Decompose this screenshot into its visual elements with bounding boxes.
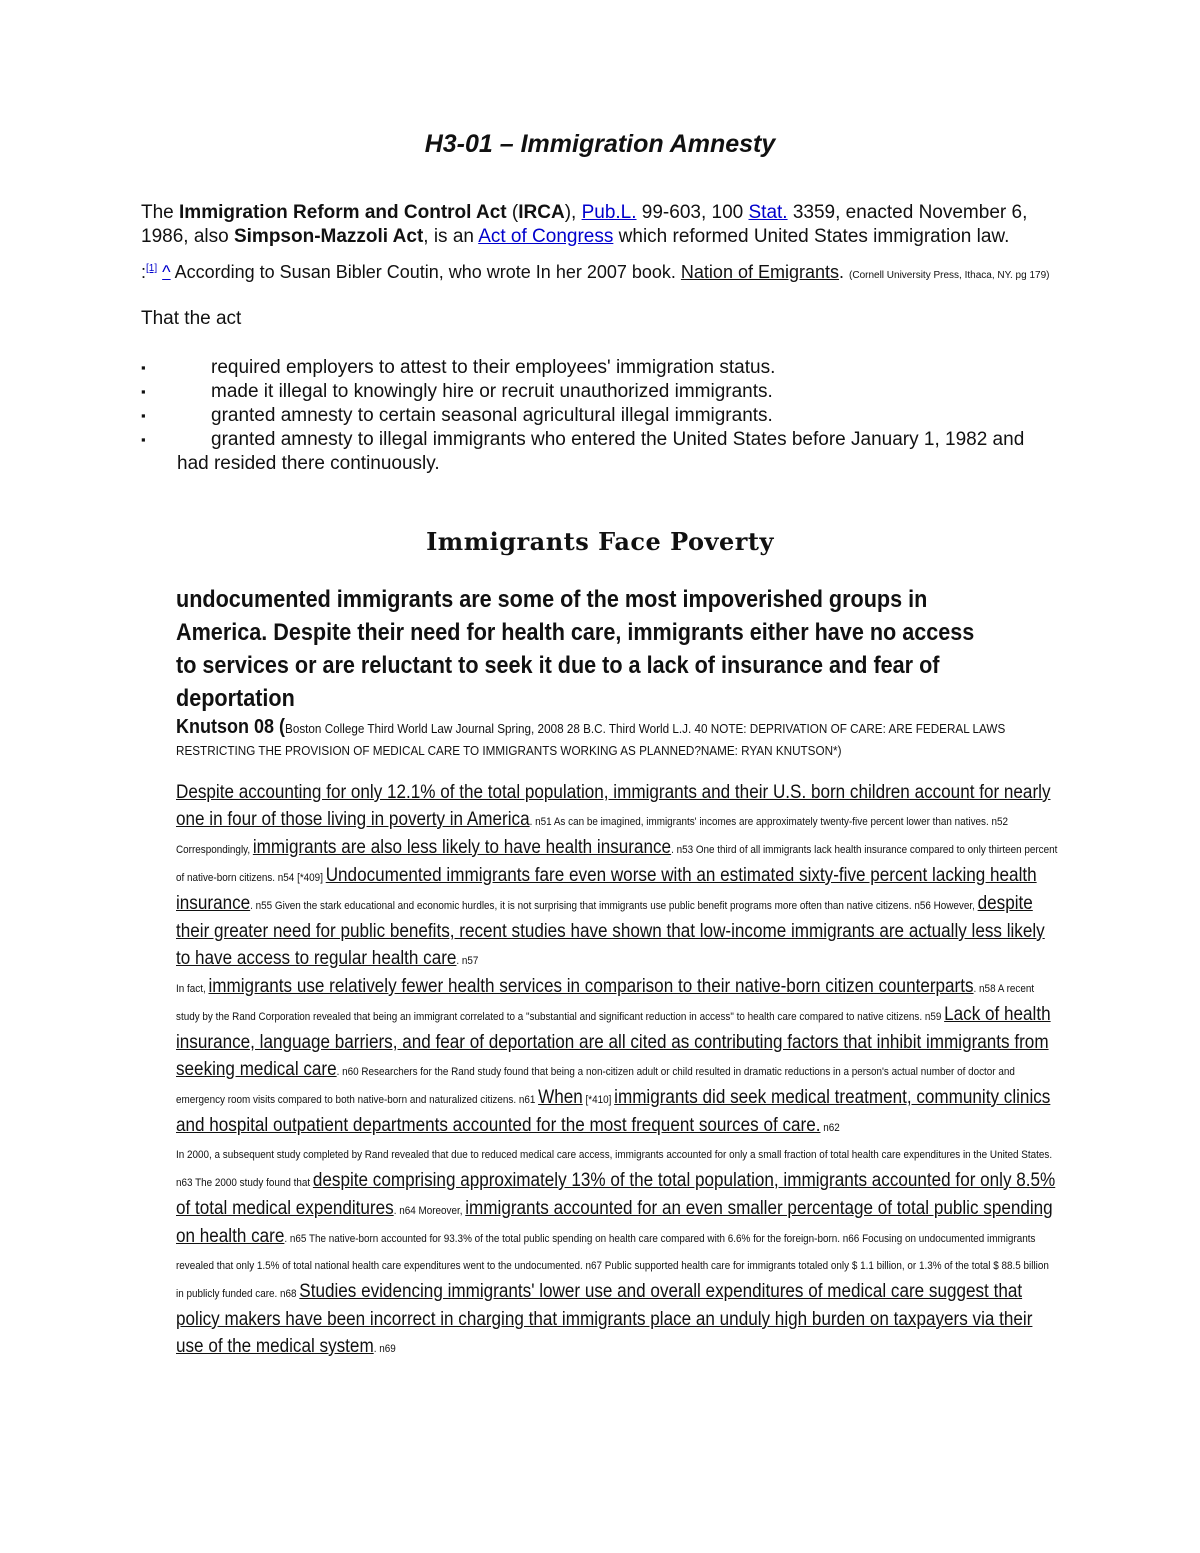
underlined-evidence: immigrants did seek medical treatment, community clinics and hospital outpatient departments accounted for the most frequent sources of care.	[176, 1087, 1051, 1136]
list-item-text: granted amnesty to certain seasonal agricultural illegal immigrants.	[211, 405, 773, 426]
evidence-text: [*410]	[582, 1094, 615, 1106]
act-name: Immigration Reform and Control Act	[179, 202, 507, 223]
underlined-evidence: despite comprising approximately 13% of the total population, immigrants accounted for only 8.5% of total medical expenditures	[176, 1170, 1056, 1219]
card-citation	[176, 716, 1076, 762]
evidence-paragraph-3	[176, 1141, 1058, 1362]
intro-text: The	[141, 202, 180, 223]
intro-text: , is an	[423, 226, 479, 247]
evidence-text: n62	[820, 1122, 840, 1134]
citation-text: .	[839, 262, 850, 282]
act-of-congress-link[interactable]: Act of Congress	[478, 226, 614, 247]
author-name: Knutson 08 (	[176, 716, 286, 738]
bullet-icon: ▪	[141, 408, 146, 423]
evidence-text: . n60 Researchers for the Rand study found that being a non-citizen adult or child resulted in dramatic reductions in a person's actual number of doctor and emergency room visits compared to both native-born and naturalized citizens. n61	[176, 1066, 1015, 1106]
citation-paragraph	[141, 258, 1071, 287]
evidence-text: . n53 One third of all immigrants lack health insurance compared to only thirteen percent of native-born citizens. n54 [*409]	[176, 844, 1058, 884]
underlined-evidence: Lack of health insurance, language barriers, and fear of deportation are all cited as contributing factors that inhibit immigrants from seeking medical care	[176, 1004, 1051, 1080]
list-item-text: required employers to attest to their employees' immigration status.	[211, 357, 776, 378]
evidence-text: . n69	[373, 1343, 396, 1355]
evidence-text: . n55 Given the stark educational and economic hurdles, it is not surprising that immigrants use public benefit programs more often than native citizens. n56 However,	[250, 900, 978, 912]
intro-text: ),	[564, 202, 582, 223]
list-item	[141, 428, 1061, 476]
underlined-evidence: immigrants accounted for an even smaller percentage of total public spending on health care	[176, 1198, 1053, 1247]
act-provisions-list	[141, 356, 1061, 476]
list-intro: That the act	[141, 308, 242, 329]
underlined-evidence: immigrants use relatively fewer health services in comparison to their native-born citizen counterparts	[208, 976, 974, 997]
book-title: Nation of Emigrants	[680, 262, 839, 282]
caret-link[interactable]: ^	[162, 262, 171, 282]
evidence-text: In fact,	[176, 983, 209, 995]
intro-text: (	[506, 202, 519, 223]
bullet-icon: ▪	[141, 384, 146, 399]
evidence-text: . n51 As can be imagined, immigrants' incomes are approximately twenty-five percent lower than natives. n52 Correspondingly,	[176, 816, 1009, 856]
underlined-evidence: Studies evidencing immigrants' lower use and overall expenditures of medical care suggest that policy makers have been incorrect in charging that immigrants place an unduly high burden on taxpayers via their use of the medical system	[176, 1281, 1033, 1357]
bullet-icon: ▪	[141, 360, 146, 375]
card-tag: undocumented immigrants are some of the most impoverished groups in America. Despite their need for health care, immigrants either have no access to services or are reluctant to seek it due to a lack of insurance and fear of deportation	[176, 586, 975, 712]
evidence-text: . n65 The native-born accounted for 93.3% of the total public spending on health care compared with 6.6% for the foreign-born. n66 Focusing on undocumented immigrants revealed that only 1.5% of total national health care expenditures went to the undocumented. n67 Public supported health care for immigrants totaled only $ 1.1 billion, or 1.3% of the total $ 88.5 billion in publicly funded care. n68	[176, 1233, 1049, 1300]
list-item-text: granted amnesty to illegal immigrants who entered the United States before January 1, 1982 and had resided there continuously.	[177, 429, 1025, 474]
underlined-evidence: Despite accounting for only 12.1% of the total population, immigrants and their U.S. born children account for nearly one in four of those living in poverty in America	[176, 782, 1051, 830]
act-acronym: IRCA	[518, 202, 565, 223]
act-alt-name: Simpson-Mazzoli Act	[233, 226, 424, 247]
intro-text: 3359, enacted November 6, 1986, also	[141, 202, 1028, 247]
citation-text: According to Susan Bibler Coutin, who wrote In her 2007 book.	[170, 262, 681, 282]
evidence-paragraph-1	[176, 780, 1058, 974]
underlined-evidence: despite their greater need for public benefits, recent studies have shown that low-income immigrants are actually less likely to have access to regular health care	[176, 893, 1045, 969]
page-title: H3-01 – Immigration Amnesty	[424, 130, 776, 158]
bullet-icon: ▪	[141, 432, 146, 447]
evidence-text: In 2000, a subsequent study completed by Rand revealed that due to reduced medical care access, immigrants accounted for only a small fraction of total health care expenditures in the United States. n63 The 2000 study found that	[176, 1149, 1053, 1189]
list-item	[141, 404, 1061, 428]
reference-link[interactable]: [1]	[146, 263, 158, 274]
card-evidence	[176, 780, 1058, 1362]
source-details: Boston College Third World Law Journal Spring, 2008 28 B.C. Third World L.J. 40 NOTE: DEPRIVATION OF CARE: ARE FEDERAL LAWS RESTRICTING THE PROVISION OF MEDICAL CARE TO IMMIGRANTS WORKING AS PLANNED?NAME: RYAN KNUTSON*)	[176, 721, 1006, 758]
evidence-text: . n58 A recent study by the Rand Corporation revealed that being an immigrant correlated to a "substantial and significant reduction in access" to health care compared to native citizens. n59	[176, 983, 1035, 1023]
evidence-text: . n64 Moreover,	[393, 1205, 466, 1217]
citation-details: (Cornell University Press, Ithaca, NY. pg 179)	[849, 270, 1050, 281]
underlined-evidence: immigrants are also less likely to have health insurance	[252, 837, 672, 858]
section-heading: Immigrants Face Poverty	[426, 527, 774, 556]
intro-text: 99-603, 100	[636, 202, 749, 223]
citation-prefix: :	[141, 262, 147, 282]
pub-l-link[interactable]: Pub.L.	[581, 202, 637, 223]
underlined-evidence: When	[538, 1087, 583, 1108]
underlined-evidence: Undocumented immigrants fare even worse with an estimated sixty-five percent lacking health insurance	[176, 865, 1037, 914]
evidence-paragraph-2	[176, 974, 1058, 1141]
stat-link[interactable]: Stat.	[748, 202, 788, 223]
evidence-text: . n57	[456, 955, 479, 967]
intro-text: which reformed United States immigration law.	[613, 226, 1010, 247]
list-item	[141, 380, 1061, 404]
list-item-text: made it illegal to knowingly hire or recruit unauthorized immigrants.	[211, 381, 773, 402]
intro-paragraph	[141, 201, 1071, 249]
list-item	[141, 356, 1061, 380]
